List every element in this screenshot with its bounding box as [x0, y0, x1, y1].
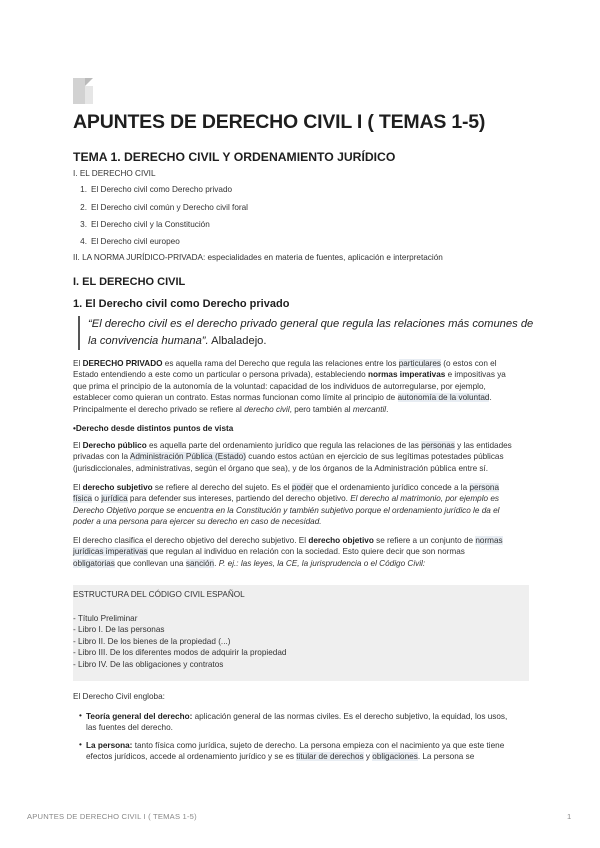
- box-line: - Libro III. De los diferentes modos de adquirir la propiedad: [73, 648, 287, 658]
- tema-heading: TEMA 1. DERECHO CIVIL Y ORDENAMIENTO JURÍDICO: [73, 150, 396, 164]
- list-item-teoria: Teoría general del derecho: aplicación general de las normas civiles. Es el derecho subjetivo, la equidad, los usos, las fuentes del derecho.: [86, 712, 508, 733]
- toc-section-i: I. EL DERECHO CIVIL: [73, 169, 156, 178]
- toc-item[interactable]: 1. El Derecho civil como Derecho privado: [80, 185, 233, 194]
- box-line: - Libro I. De las personas: [73, 625, 165, 635]
- page-number: 1: [567, 812, 572, 821]
- quote-text: “El derecho civil es el derecho privado general que regula las relaciones más comunes de la convivencia humana”.: [88, 318, 534, 347]
- toc-item[interactable]: 2. El Derecho civil común y Derecho civil foral: [80, 203, 248, 212]
- paragraph-derecho-privado: El DERECHO PRIVADO es aquella rama del Derecho que regula las relaciones entre los particulares (o estos con el Estado entendiendo a este como un particular o persona privada), estableciendo normas imperativas e impositivas ya que prima el principio de la autonomía de la voluntad: capacidad de los individuos de autorregularse, por ejemplo, establecer como quieran un contrato. Estas normas funcionan como límite al principio de autonomía de la voluntad. Principalmente el derecho privado se refiere al derecho civil, pero también al mercantil.: [73, 359, 506, 414]
- bullet-dot: •: [79, 711, 82, 720]
- bullet-dot: •: [79, 740, 82, 749]
- toc-section-ii: II. LA NORMA JURÍDICO-PRIVADA: especialidades en materia de fuentes, aplicación e interpretación: [73, 253, 443, 262]
- blockquote: [78, 316, 540, 350]
- paragraph-derecho-publico: El Derecho público es aquella parte del ordenamiento jurídico que regula las relaciones de las personas y las entidades privadas con la Administración Pública (Estado) cuando estos actúan en ejercicio de sus legítimas potestades públicas (jurisdiccionales, administrativas, según el órgano que sea), y de los órganos de la Administración pública entre sí.: [73, 441, 512, 473]
- quote-author: Albaladejo.: [211, 335, 267, 347]
- toc-item[interactable]: 4. El Derecho civil europeo: [80, 237, 180, 246]
- box-title: ESTRUCTURA DEL CÓDIGO CIVIL ESPAÑOL: [73, 590, 245, 599]
- document-icon: [73, 78, 93, 104]
- box-line: - Libro IV. De las obligaciones y contratos: [73, 659, 224, 669]
- list-item-persona: La persona: tanto física como jurídica, sujeto de derecho. La persona empieza con el nacimiento ya que este tiene efectos jurídicos, accede al ordenamiento jurídico y se es titular de derechos y obligaciones. La persona se: [86, 741, 505, 762]
- paragraph-derecho-subjetivo: El derecho subjetivo se refiere al derecho del sujeto. Es el poder que el ordenamiento jurídico concede a la persona física o jurídica para defender sus intereses, partiendo del derecho objetivo. El derecho al matrimonio, por ejemplo es Derecho Objetivo porque se encuentra en la Constitución y también subjetivo porque el ordenamiento jurídico le da el poder a una persona para ejercer su derecho en caso de necesidad.: [73, 483, 500, 527]
- box-line: - Título Preliminar: [73, 614, 138, 623]
- footer-title: APUNTES DE DERECHO CIVIL I ( TEMAS 1-5): [27, 812, 197, 821]
- subheading-puntos-de-vista: •Derecho desde distintos puntos de vista: [73, 424, 234, 433]
- document-title: APUNTES DE DERECHO CIVIL I ( TEMAS 1-5): [73, 111, 486, 133]
- box-list: [73, 613, 286, 670]
- section-heading-1: 1. El Derecho civil como Derecho privado: [73, 298, 290, 310]
- engloba-text: El Derecho Civil engloba:: [73, 692, 165, 701]
- section-heading-i: I. EL DERECHO CIVIL: [73, 276, 186, 288]
- paragraph-derecho-objetivo: El derecho clasifica el derecho objetivo del derecho subjetivo. El derecho objetivo se refiere a un conjunto de normas jurídicas imperativas que regulan al individuo en relación con la sociedad. Esto quiere decir que son normas obligatorias que conllevan una sanción. P. ej.: las leyes, la CE, la jurisprudencia o el Código Civil:: [73, 536, 503, 568]
- bullet-dot: •: [73, 424, 76, 433]
- toc-item[interactable]: 3. El Derecho civil y la Constitución: [80, 220, 210, 229]
- box-line: - Libro II. De los bienes de la propiedad (...): [73, 636, 231, 646]
